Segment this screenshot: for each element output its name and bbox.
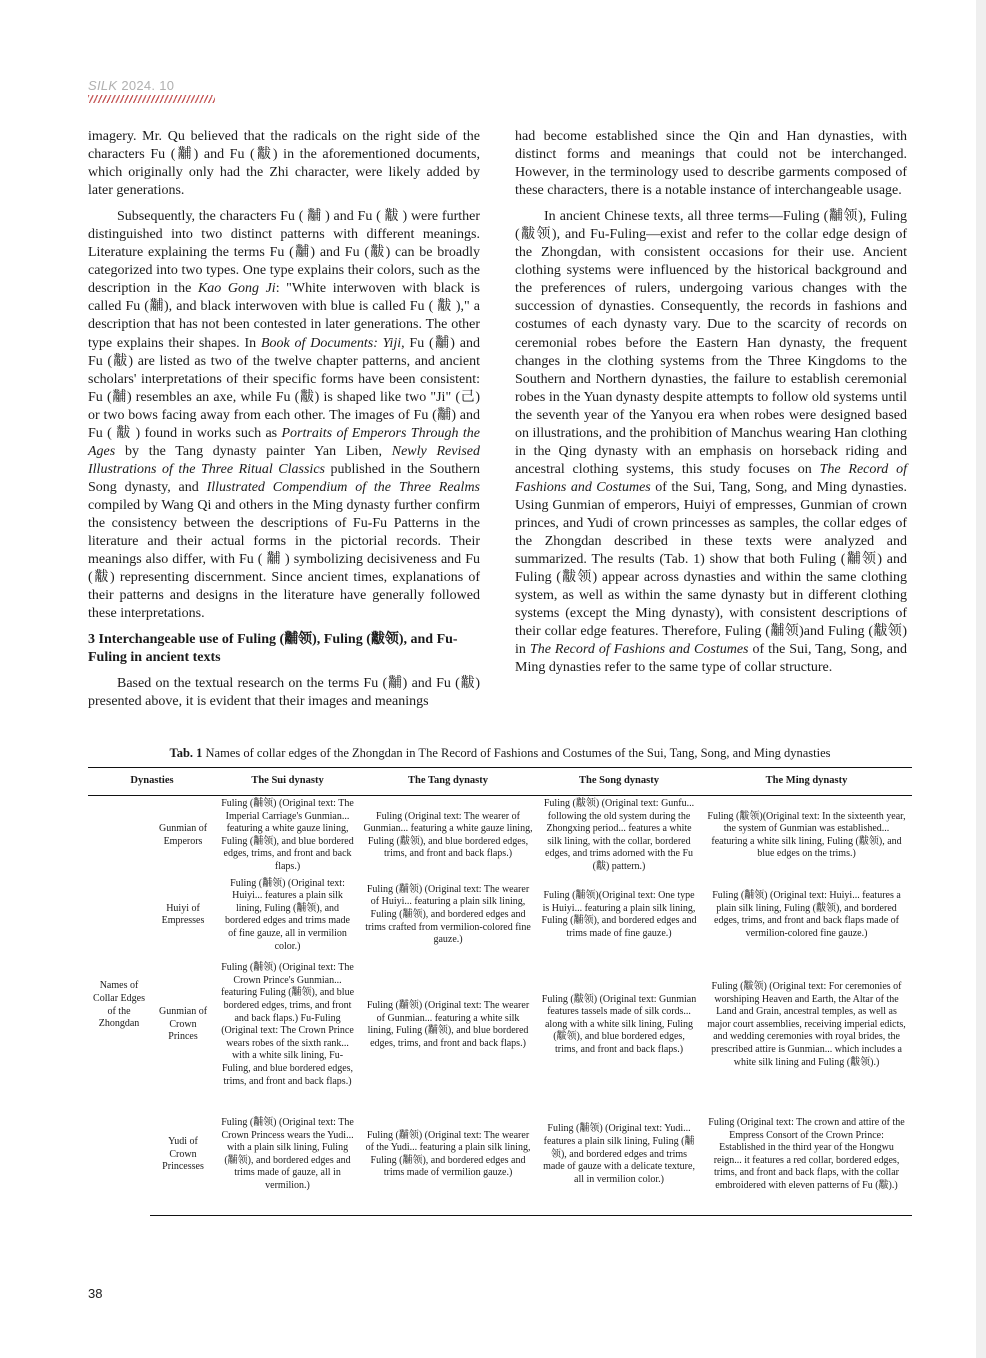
cell-tang: Fuling (Original text: The wearer of Gunmian... featuring a white gauze lining, Fuling (黻领), and blue bordered edges, trims, and front and back flaps.) xyxy=(363,810,533,860)
header-hatch-ornament xyxy=(88,95,215,103)
cell-ming: Fuling (黼领) (Original text: Huiyi... features a plain silk lining, Fuling (黻领), and bordered edges, trims, and front and back flaps made of vermilion-colored fine gauze.) xyxy=(712,890,901,939)
group-label: Names of Collar Edges of the Zhongdan xyxy=(93,980,145,1030)
text-run: compiled by Wang Qi and others in the Ming dynasty further confirm the consistency between the descriptions of Fu-Fu Patterns in the literature and their actual forms in the pictorial records. Their meanings also differ, with Fu ( 黼 ) symbolizing decisiveness and Fu (黻) representing discernment. Since ancient times, explanations of their patterns and designs in the literature have generally followed these interpretations. xyxy=(88,497,480,622)
paragraph: Based on the textual research on the terms Fu (黼) and Fu (黻) presented above, it is evident that their images and meanings xyxy=(88,676,480,710)
italic-title: The Record of Fashions and Costumes xyxy=(529,642,749,658)
table-header-row xyxy=(88,768,912,796)
left-column xyxy=(88,128,480,719)
row-label: Gunmian of Crown Princes xyxy=(158,1006,208,1043)
row-label: Gunmian of Emperors xyxy=(158,823,208,847)
paragraph xyxy=(88,208,480,623)
cell-tang: Fuling (黼领) (Original text: The wearer of the Yudi... featuring a plain silk lining, Fuling (黼领), and bordered edges and trims made of vermilion gauze.) xyxy=(359,1095,537,1215)
right-column xyxy=(515,128,907,685)
paragraph: imagery. Mr. Qu believed that the radicals on the right side of the characters Fu (黼) and Fu (黻) in the aforementioned documents, which originally only had the Zhi character, were likely added by later generations. xyxy=(88,129,480,199)
header-dynasties: Dynasties xyxy=(88,768,216,796)
header-song: The Song dynasty xyxy=(537,768,701,796)
row-label: Yudi of Crown Princesses xyxy=(150,1095,216,1215)
journal-name: SILK xyxy=(88,78,118,93)
section-heading: 3 Interchangeable use of Fuling (黼领), Fuling (黻领), and Fu-Fuling in ancient texts xyxy=(88,632,458,666)
paragraph: had become established since the Qin and Han dynasties, with distinct forms and meanings that could not be interchanged. However, in the terminology used to describe garments composed of these characters, there is a notable instance of interchangeable usage. xyxy=(515,129,907,199)
text-run: : "White interwoven with black is called Fu (黼), and black interwoven with blue is called Fu ( 黻 )," a description that has not been contested in later generations. The other type explains their shapes. In xyxy=(88,281,480,351)
cell-sui: Fuling (黼领) (Original text: Huiyi... features a plain silk lining, Fuling (黼领), and bordered edges and trims made of fine gauze, all in vermilion color.) xyxy=(225,877,350,952)
table-caption-text: Names of collar edges of the Zhongdan in The Record of Fashions and Costumes of the Sui, Tang, Song, and Ming dynasties xyxy=(202,746,831,760)
cell-sui: Fuling (黼领) (Original text: The Imperial Carriage's Gunmian... featuring a white gauze lining, Fuling (黼领), and blue bordered edges, trims, and front and back flaps.) xyxy=(221,798,354,872)
cell-tang: Fuling (黼领) (Original text: The wearer of Huiyi... featuring a plain silk lining, Fuling (黼领), and bordered edges and trims crafted from vermilion-colored fine gauze.) xyxy=(365,883,531,946)
table-row xyxy=(88,1095,912,1215)
paragraph xyxy=(515,208,907,677)
header-sui: The Sui dynasty xyxy=(216,768,359,796)
text-run: Subsequently, the characters Fu ( 黼 ) and Fu ( 黻 ) were further distinguished into two distinct patterns with different meanings. Literature explaining the terms Fu (黼) and Fu (黻) can be broadly categorized into two types. One type explains their colors, such as the description in the xyxy=(88,209,480,297)
table-row xyxy=(88,955,912,1095)
cell-sui: Fuling (黼领) (Original text: The Crown Prince's Gunmian... featuring Fuling (黼领), and blue bordered edges, trims, and front and back flaps.) Fu-Fuling (Original text: The Crown Prince wears robes of the sixth rank... with a white silk lining, Fu-Fuling, and blue bordered edges, trims, and front and back flaps.) xyxy=(221,962,355,1087)
issue-number: 2024. 10 xyxy=(121,78,175,93)
text-run: published in the Southern Song dynasty, and xyxy=(88,461,480,495)
cell-ming: Fuling (Original text: The crown and attire of the Empress Consort of the Crown Prince: Established in the third year of the Hongwu reign... it features a red collar, bordered edges, trims, and front and back flaps, with the collar embroidered with eleven patterns of Fu (黻).) xyxy=(701,1095,912,1215)
header-tang: The Tang dynasty xyxy=(359,768,537,796)
cell-song: Fuling (黻领) (Original text: Gunmian features tassels made of silk cords... along with a white silk lining, Fuling (黻领), and blue bordered edges, trims, and front and back flaps.) xyxy=(541,993,697,1056)
italic-title: Newly Revised Illustrations of the Three Ritual Classics xyxy=(88,443,480,477)
cell-ming: Fuling (黻领) (Original text: For ceremonies of worshiping Heaven and Earth, the Altar of the Land and Grain, ancestral temples, as well as major court assemblies, receiving imperial edicts, and wedding ceremonies with royal brides, the prescribed attire is Gunmian... which includes a white silk lining and Fuling (黻领).) xyxy=(707,981,906,1068)
italic-title: The Record of Fashions and Costumes xyxy=(515,461,907,495)
text-run: of the Sui, Tang, Song, and Ming dynasties. Using Gunmian of emperors, Huiyi of empresses, Gunmian of crown princes, and Yudi of crown princesses as samples, the collar edges of the Zhongdan described in these texts were analyzed and summarized. The results (Tab. 1) show that both Fuling (黼领) and Fuling (黻领) appear across dynasties and within the same clothing system, as well as within the same dynasty but in different clothing systems (except the Ming dynasty), with consistent descriptions of their collar edge features. Therefore, Fuling (黼领)and Fuling (黻领) in xyxy=(515,479,907,658)
italic-title: Book of Documents: Yiji xyxy=(260,335,402,351)
header-ming: The Ming dynasty xyxy=(701,768,912,796)
cell-song: Fuling (黼领)(Original text: One type is Huiyi... featuring a plain silk lining, Fuling (黼领), and bordered edges and trims made of fine gauze.) xyxy=(541,890,697,939)
cell-tang: Fuling (黼领) (Original text: The wearer of Gunmian... featuring a white silk lining, Fuling (黼领), and blue bordered edges, trims, and front and back flaps.) xyxy=(366,999,530,1049)
cell-sui: Fuling (黼领) (Original text: The Crown Princess wears the Yudi... with a plain silk lining, Fuling (黼领), and bordered edges and trims made of gauze, all in vermilion.) xyxy=(216,1095,359,1215)
running-head xyxy=(88,78,174,93)
text-run: In ancient Chinese texts, all three terms—Fuling (黼领), Fuling (黻领), and Fu-Fuling—exist and refer to the collar edge design of the Zhongdan, with consistent occasions for their use. Ancient clothing systems were influenced by the historical background and the preferences of rulers, undergoing various changes with the succession of dynasties. Consequently, the records in fashions and costumes of each dynasty vary. Due to the scarcity of records on ceremonial robes before the Eastern Han dynasty, the frequent changes in the clothing systems from the Three Kingdoms to the Southern and Northern dynasties, the failure to establish ceremonial robes in the Yuan dynasty despite attempts to follow old systems until the seventh year of the Yanyou era when robes were designed based on illustrations, and the prohibition of Manchus wearing Han clothing in the Qing dynasty with an emphasis on horseback riding and ancestral clothing systems, this study focuses on xyxy=(515,209,907,477)
text-run: by the Tang dynasty painter Yan Liben, xyxy=(115,443,392,459)
table-row xyxy=(88,796,912,876)
italic-title: Kao Gong Ji xyxy=(197,281,276,297)
table-caption-label: Tab. 1 xyxy=(169,746,203,760)
cell-ming: Fuling (黻领)(Original text: In the sixteenth year, the system of Gunmian was established... featuring a white silk lining, Fuling (黻领), and blue edges on the trims.) xyxy=(707,810,906,860)
text-run: , Fu (黼) and Fu (黻) are listed as two of the twelve chapter patterns, and ancient scholars' interpretations of their specific forms have been consistent: Fu (黼) resembles an axe, while Fu (黻) is shaped like two "Ji" (己) or two bows facing away from each other. The images of Fu (黼) and Fu ( 黻 ) found in works such as xyxy=(88,335,480,441)
italic-title: Portraits of Emperors Through the Ages xyxy=(88,425,480,459)
cell-song: Fuling (黻领) (Original text: Gunfu... following the old system during the Zhongxing period... features a white silk lining, with the collar, bordered edges, and trims adorned with the Fu (黻) pattern.) xyxy=(543,798,695,872)
collar-edge-table xyxy=(88,767,912,1216)
text-run: of the Sui, Tang, Song, and Ming dynasties refer to the same type of collar structure. xyxy=(515,642,908,676)
row-label: Huiyi of Empresses xyxy=(161,902,205,927)
page-edge xyxy=(976,0,986,1358)
italic-title: Illustrated Compendium of the Three Realms xyxy=(206,479,480,495)
table-caption xyxy=(88,746,912,761)
cell-song: Fuling (黼领) (Original text: Yudi... features a plain silk lining, Fuling (黼领), and bordered edges and trims made of gauze with a delicate texture, all in vermilion color.) xyxy=(537,1095,701,1215)
page-number: 38 xyxy=(88,1286,103,1301)
table-row xyxy=(88,876,912,956)
